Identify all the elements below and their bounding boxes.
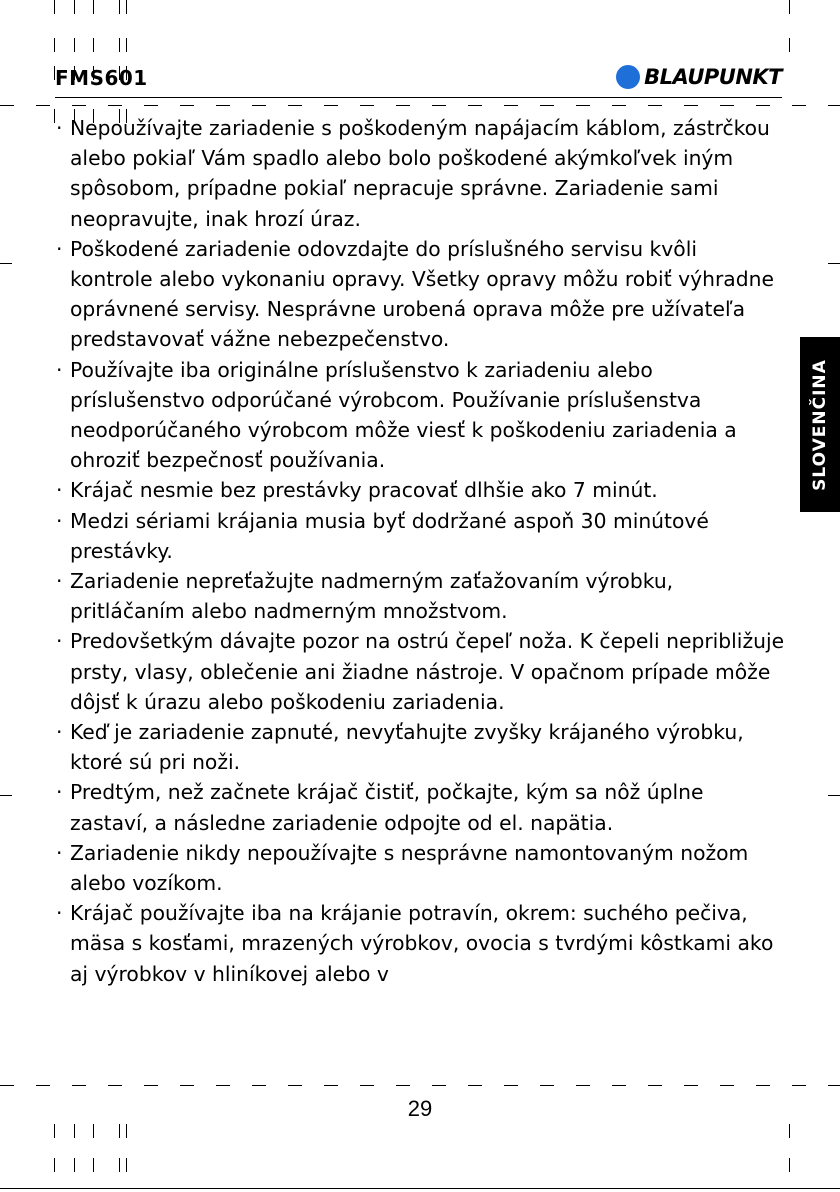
brand-logo: [616, 65, 782, 89]
safety-instructions-list: [55, 113, 785, 989]
crop-mark: [792, 1085, 806, 1086]
crop-mark: [119, 1158, 120, 1172]
crop-mark: [216, 105, 230, 106]
crop-mark: [432, 1085, 446, 1086]
crop-mark: [72, 105, 86, 106]
crop-mark: [119, 38, 120, 52]
crop-mark: [432, 105, 446, 106]
crop-mark: [789, 38, 790, 52]
list-item: · Používajte iba originálne príslušenstvo k zariadeniu alebo príslušenstvo odporúčané výrobcom. Používanie príslušenstva neodporúčaného výrobcom môže viesť k poškodeniu zariadenia a ohroziť bezpečnosť používania.: [55, 355, 785, 476]
list-item: · Poškodené zariadenie odovzdajte do príslušného servisu kvôli kontrole alebo vykonaniu opravy. Všetky opravy môžu robiť výhradne oprávnené servisy. Nesprávne urobená oprava môže pre užívateľa predstavovať vážne nebezpečenstvo.: [55, 234, 785, 355]
crop-mark: [216, 1085, 230, 1086]
crop-mark: [828, 263, 840, 264]
crop-mark: [504, 1085, 518, 1086]
header-rule: [55, 97, 782, 98]
crop-mark: [0, 105, 14, 106]
crop-mark: [756, 1085, 770, 1086]
crop-mark: [324, 105, 338, 106]
crop-mark: [180, 105, 194, 106]
crop-mark: [288, 105, 302, 106]
crop-mark: [504, 105, 518, 106]
crop-mark: [360, 1085, 374, 1086]
crop-mark: [180, 1085, 194, 1086]
crop-mark: [792, 105, 806, 106]
list-item: · Krájač nesmie bez prestávky pracovať dlhšie ako 7 minút.: [55, 475, 785, 505]
crop-mark: [74, 1124, 75, 1138]
crop-mark: [54, 1158, 55, 1172]
brand-name: BLAUPUNKT: [644, 65, 782, 89]
list-item: · Predtým, než začnete krájač čistiť, počkajte, kým sa nôž úplne zastaví, a následne zariadenie odpojte od el. napätia.: [55, 777, 785, 837]
crop-mark: [396, 105, 410, 106]
crop-mark: [119, 1124, 120, 1138]
crop-mark: [756, 105, 770, 106]
crop-mark: [720, 105, 734, 106]
crop-mark: [648, 1085, 662, 1086]
crop-mark: [684, 105, 698, 106]
crop-mark: [789, 0, 790, 14]
crop-mark: [93, 1158, 94, 1172]
crop-mark: [360, 105, 374, 106]
crop-mark: [74, 0, 75, 14]
crop-mark: [0, 795, 12, 796]
crop-mark: [648, 105, 662, 106]
crop-mark: [144, 105, 158, 106]
crop-mark: [126, 0, 127, 14]
crop-mark: [36, 105, 50, 106]
crop-mark: [396, 1085, 410, 1086]
crop-mark: [74, 38, 75, 52]
crop-mark: [126, 38, 127, 52]
list-item: · Zariadenie nepreťažujte nadmerným zaťažovaním výrobku, pritláčaním alebo nadmerným množstvom.: [55, 566, 785, 626]
crop-mark: [0, 263, 12, 264]
crop-mark: [576, 1085, 590, 1086]
crop-mark: [828, 105, 840, 106]
crop-mark: [252, 1085, 266, 1086]
crop-mark: [108, 1085, 122, 1086]
crop-mark: [612, 105, 626, 106]
crop-mark: [36, 1085, 50, 1086]
language-side-tab: [800, 337, 840, 512]
crop-mark: [252, 105, 266, 106]
crop-mark: [119, 0, 120, 14]
list-item: · Predovšetkým dávajte pozor na ostrú čepeľ noža. K čepeli nepribližuje prsty, vlasy, oblečenie ani žiadne nástroje. V opačnom prípade môže dôjsť k úrazu alebo poškodeniu zariadenia.: [55, 626, 785, 717]
crop-mark: [468, 1085, 482, 1086]
crop-mark: [576, 105, 590, 106]
crop-mark: [612, 1085, 626, 1086]
language-label: SLOVENČINA: [810, 358, 830, 491]
list-item: · Keď je zariadenie zapnuté, nevyťahujte zvyšky krájaného výrobku, ktoré sú pri noži.: [55, 717, 785, 777]
crop-mark: [108, 105, 122, 106]
crop-mark: [144, 1085, 158, 1086]
crop-mark: [684, 1085, 698, 1086]
crop-mark: [54, 38, 55, 52]
crop-mark: [789, 1158, 790, 1172]
list-item: · Krájač používajte iba na krájanie potravín, okrem: suchého pečiva, mäsa s kosťami, mrazených výrobkov, ovocia s tvrdými kôstkami ako aj výrobkov v hliníkovej alebo v: [55, 898, 785, 989]
page-number: 29: [407, 1096, 433, 1121]
crop-mark: [93, 38, 94, 52]
crop-mark: [74, 1158, 75, 1172]
crop-mark: [126, 1158, 127, 1172]
model-name: FMS601: [55, 66, 148, 90]
crop-mark: [0, 1188, 840, 1189]
list-item: · Medzi sériami krájania musia byť dodržané aspoň 30 minútové prestávky.: [55, 506, 785, 566]
crop-mark: [126, 1124, 127, 1138]
crop-mark: [54, 1124, 55, 1138]
crop-mark: [720, 1085, 734, 1086]
crop-mark: [93, 1124, 94, 1138]
crop-mark: [540, 1085, 554, 1086]
list-item: · Zariadenie nikdy nepoužívajte s nesprávne namontovaným nožom alebo vozíkom.: [55, 838, 785, 898]
crop-mark: [93, 0, 94, 14]
brand-dot-icon: [616, 65, 640, 89]
crop-mark: [288, 1085, 302, 1086]
crop-mark: [54, 0, 55, 14]
crop-mark: [828, 795, 840, 796]
list-item: · Nepoužívajte zariadenie s poškodeným napájacím káblom, zástrčkou alebo pokiaľ Vám spadlo alebo bolo poškodené akýmkoľvek iným spôsobom, prípadne pokiaľ nepracuje správne. Zariadenie sami neopravujte, inak hrozí úraz.: [55, 113, 785, 234]
crop-mark: [540, 105, 554, 106]
crop-mark: [324, 1085, 338, 1086]
crop-mark: [0, 1085, 14, 1086]
crop-mark: [468, 105, 482, 106]
crop-mark: [789, 1124, 790, 1138]
crop-mark: [828, 1085, 840, 1086]
crop-mark: [72, 1085, 86, 1086]
